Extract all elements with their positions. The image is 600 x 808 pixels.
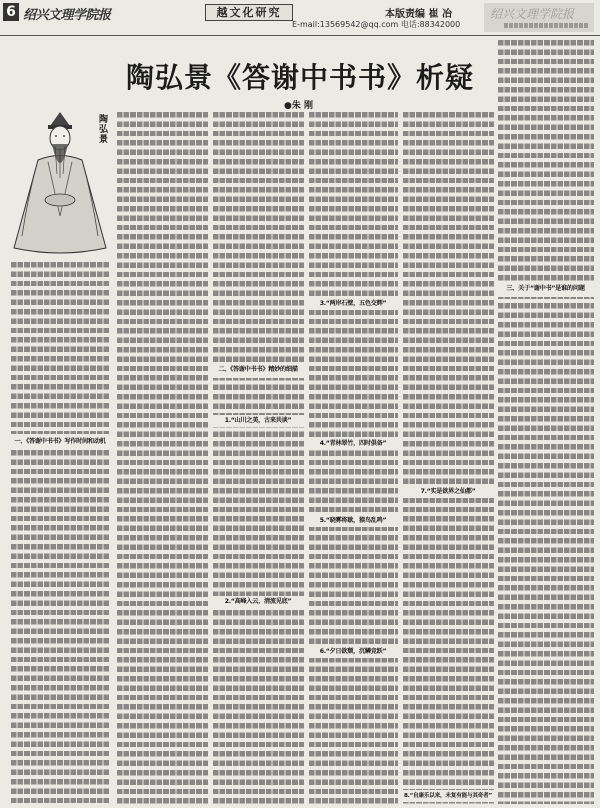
section-heading-2: 二、《答谢中书书》精妙的细描 bbox=[212, 362, 304, 378]
header-divider bbox=[0, 35, 600, 36]
body-text-column-1 bbox=[10, 262, 110, 804]
subheading-7: 7.“实是欲界之仙都” bbox=[402, 486, 494, 498]
article-byline: ●朱 刚 bbox=[284, 101, 313, 111]
body-text-column-6 bbox=[497, 40, 594, 804]
corner-masthead-box bbox=[484, 3, 594, 32]
subheading-5: 5.“晓雾将歇，猿鸟乱鸣” bbox=[308, 515, 398, 527]
section-heading-1: 一、《答谢中书书》写作时间和动机 bbox=[10, 434, 110, 450]
subheading-8: 8.“自康乐以来，未复有能与其奇者” bbox=[402, 790, 494, 802]
editor-credit: 本版责编 崔 冶 bbox=[385, 9, 452, 20]
subheading-3: 3.“两岸石壁，五色交辉” bbox=[308, 298, 398, 310]
portrait-illustration bbox=[8, 96, 112, 256]
subheading-1: 1.“山川之美，古来共谈” bbox=[212, 415, 304, 427]
page-number: 6 bbox=[3, 3, 19, 21]
subheading-2: 2.“高峰入云，清流见底” bbox=[212, 596, 304, 608]
body-text-column-5 bbox=[402, 112, 494, 804]
column-tag: 越文化研究 bbox=[205, 4, 293, 21]
subheading-6: 6.“夕日欲颓，沉鳞竞跃” bbox=[308, 646, 398, 658]
corner-date-print bbox=[504, 23, 588, 28]
newspaper-masthead: 绍兴文理学院报 bbox=[23, 8, 111, 23]
section-heading-3: 三、关于“谢中书”是谁的问题 bbox=[497, 281, 594, 297]
body-text-column-3 bbox=[212, 112, 304, 804]
corner-masthead: 绍兴文理学院报 bbox=[490, 7, 575, 21]
contact-info: E-mail:13569542@qq.com 电话:88342000 bbox=[292, 20, 461, 29]
article-title: 陶弘景《答谢中书书》析疑 bbox=[125, 61, 474, 94]
body-text-column-4 bbox=[308, 112, 398, 804]
portrait-caption: 陶弘景 bbox=[97, 114, 107, 144]
subheading-4: 4.“青林翠竹，四时俱备” bbox=[308, 438, 398, 450]
body-text-column-2 bbox=[116, 112, 208, 804]
